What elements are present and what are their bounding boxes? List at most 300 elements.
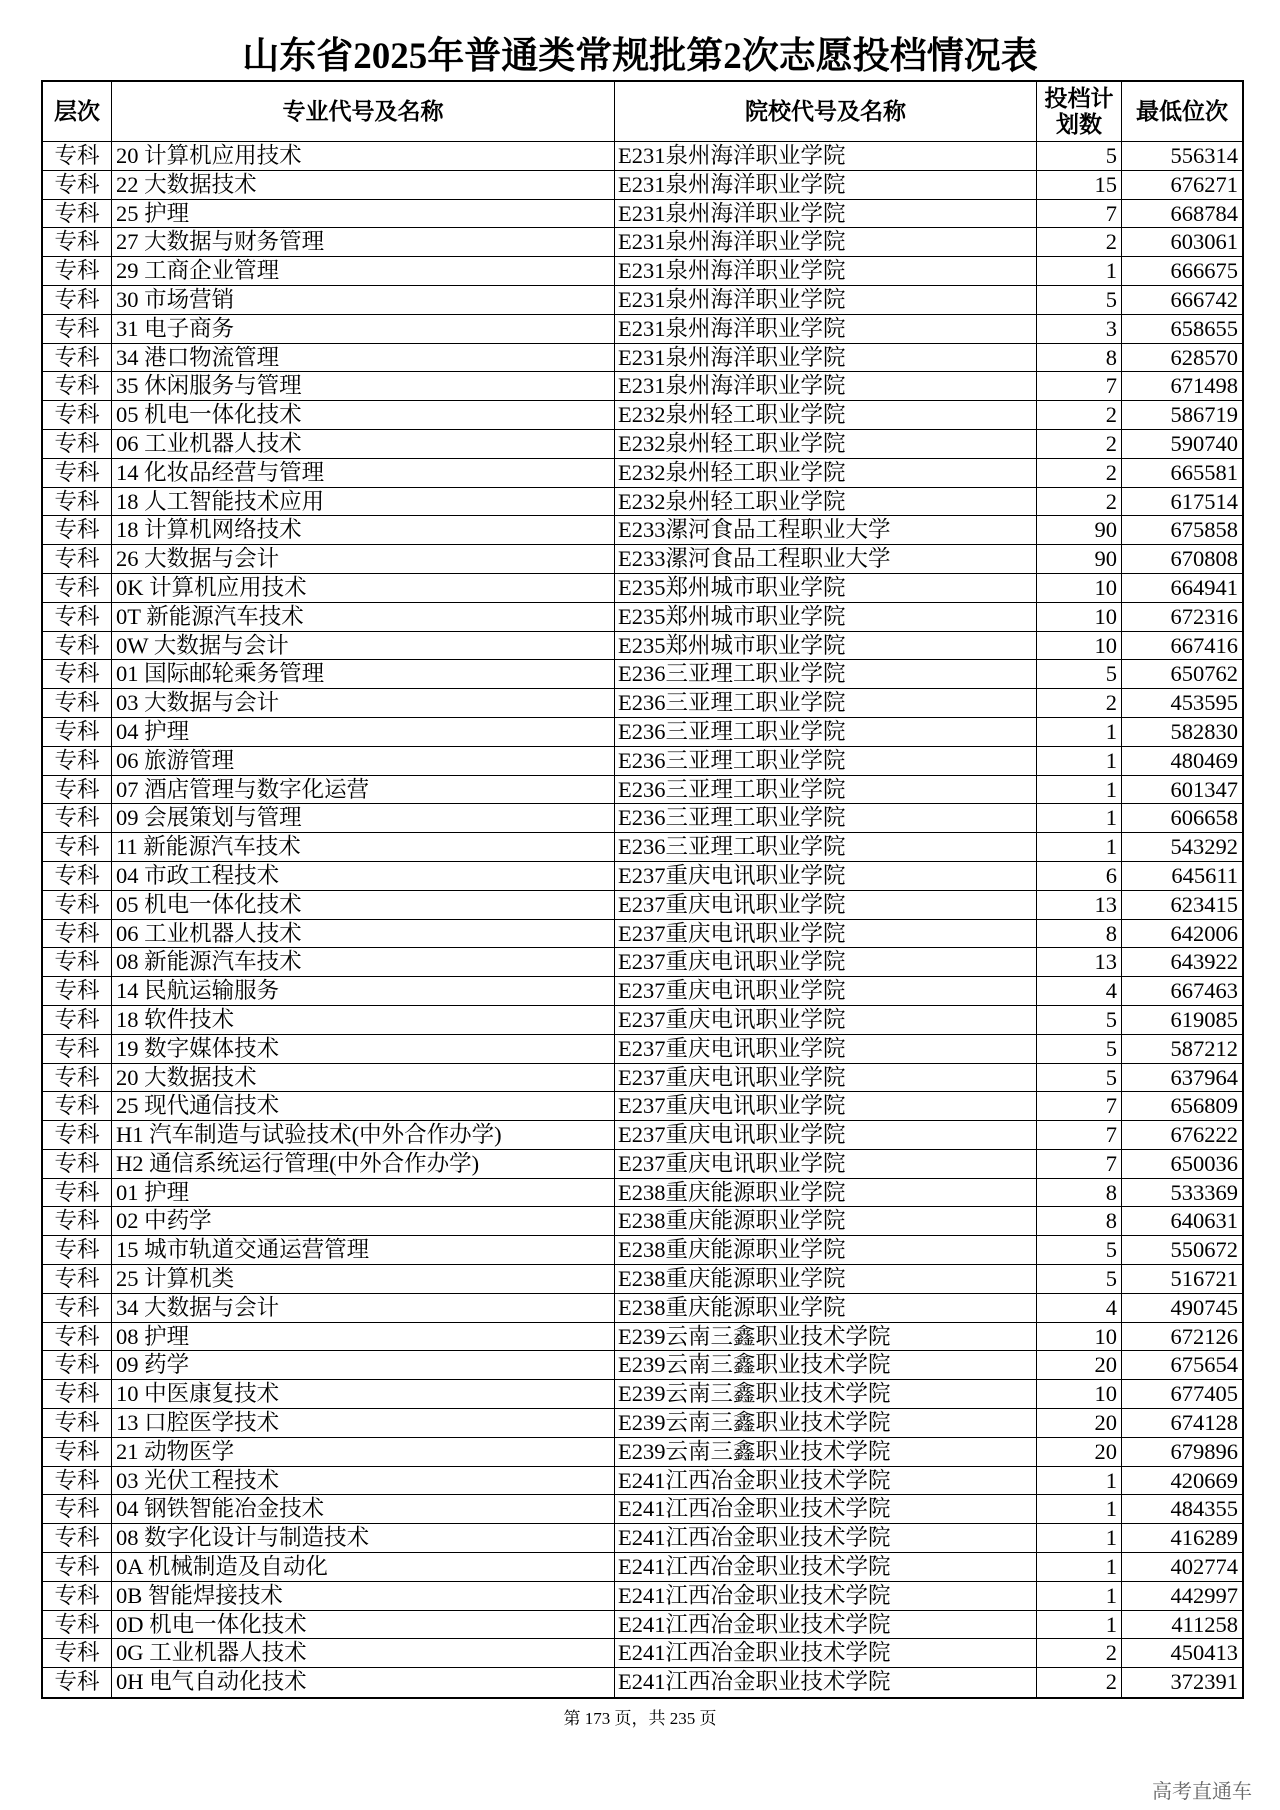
school-cell: E241江西冶金职业技术学院 <box>615 1495 1037 1524</box>
header-level-label: 层次 <box>54 98 100 124</box>
level-cell: 专科 <box>43 660 112 689</box>
plan-count-cell: 13 <box>1037 891 1122 920</box>
major-cell: 0D 机电一体化技术 <box>112 1611 615 1640</box>
major-cell: 0G 工业机器人技术 <box>112 1639 615 1668</box>
min-rank-cell: 550672 <box>1122 1236 1242 1265</box>
table-row <box>43 948 1242 977</box>
level-cell: 专科 <box>43 632 112 661</box>
min-rank-cell: 586719 <box>1122 401 1242 430</box>
school-cell: E232泉州轻工职业学院 <box>615 401 1037 430</box>
school-cell: E237重庆电讯职业学院 <box>615 1006 1037 1035</box>
level-cell: 专科 <box>43 171 112 200</box>
plan-count-cell: 5 <box>1037 1236 1122 1265</box>
major-cell: 07 酒店管理与数字化运营 <box>112 776 615 805</box>
major-cell: 06 工业机器人技术 <box>112 430 615 459</box>
plan-count-cell: 7 <box>1037 1092 1122 1121</box>
table-row <box>43 1611 1242 1640</box>
table-row <box>43 1092 1242 1121</box>
table-row <box>43 1294 1242 1323</box>
major-cell: 02 中药学 <box>112 1207 615 1236</box>
plan-count-cell: 20 <box>1037 1409 1122 1438</box>
level-cell: 专科 <box>43 1265 112 1294</box>
min-rank-cell: 556314 <box>1122 142 1242 171</box>
level-cell: 专科 <box>43 804 112 833</box>
school-cell: E233漯河食品工程职业大学 <box>615 516 1037 545</box>
min-rank-cell: 664941 <box>1122 574 1242 603</box>
min-rank-cell: 416289 <box>1122 1524 1242 1553</box>
school-cell: E237重庆电讯职业学院 <box>615 977 1037 1006</box>
min-rank-cell: 671498 <box>1122 372 1242 401</box>
school-cell: E237重庆电讯职业学院 <box>615 1121 1037 1150</box>
min-rank-cell: 582830 <box>1122 718 1242 747</box>
table-row <box>43 891 1242 920</box>
major-cell: 0B 智能焊接技术 <box>112 1582 615 1611</box>
level-cell: 专科 <box>43 315 112 344</box>
school-cell: E235郑州城市职业学院 <box>615 603 1037 632</box>
level-cell: 专科 <box>43 718 112 747</box>
major-cell: 25 护理 <box>112 200 615 229</box>
major-cell: 30 市场营销 <box>112 286 615 315</box>
table-row <box>43 228 1242 257</box>
school-cell: E233漯河食品工程职业大学 <box>615 545 1037 574</box>
min-rank-cell: 679896 <box>1122 1438 1242 1467</box>
header-major <box>112 82 615 142</box>
major-cell: 06 旅游管理 <box>112 747 615 776</box>
table-row <box>43 1467 1242 1496</box>
min-rank-cell: 665581 <box>1122 459 1242 488</box>
min-rank-cell: 617514 <box>1122 488 1242 517</box>
level-cell: 专科 <box>43 977 112 1006</box>
table-row <box>43 286 1242 315</box>
min-rank-cell: 667463 <box>1122 977 1242 1006</box>
plan-count-cell: 10 <box>1037 574 1122 603</box>
level-cell: 专科 <box>43 1006 112 1035</box>
min-rank-cell: 603061 <box>1122 228 1242 257</box>
level-cell: 专科 <box>43 488 112 517</box>
level-cell: 专科 <box>43 1553 112 1582</box>
table-row <box>43 862 1242 891</box>
plan-count-cell: 20 <box>1037 1351 1122 1380</box>
major-cell: 18 计算机网络技术 <box>112 516 615 545</box>
table-row <box>43 776 1242 805</box>
table-row <box>43 747 1242 776</box>
level-cell: 专科 <box>43 948 112 977</box>
min-rank-cell: 402774 <box>1122 1553 1242 1582</box>
min-rank-cell: 453595 <box>1122 689 1242 718</box>
school-cell: E237重庆电讯职业学院 <box>615 1150 1037 1179</box>
table-row <box>43 632 1242 661</box>
major-cell: 08 新能源汽车技术 <box>112 948 615 977</box>
plan-count-cell: 1 <box>1037 1495 1122 1524</box>
major-cell: 08 护理 <box>112 1323 615 1352</box>
level-cell: 专科 <box>43 1064 112 1093</box>
table-row <box>43 1121 1242 1150</box>
level-cell: 专科 <box>43 228 112 257</box>
level-cell: 专科 <box>43 1467 112 1496</box>
level-cell: 专科 <box>43 747 112 776</box>
level-cell: 专科 <box>43 545 112 574</box>
table-row <box>43 1582 1242 1611</box>
major-cell: 0H 电气自动化技术 <box>112 1668 615 1697</box>
major-cell: 27 大数据与财务管理 <box>112 228 615 257</box>
level-cell: 专科 <box>43 1236 112 1265</box>
major-cell: 08 数字化设计与制造技术 <box>112 1524 615 1553</box>
level-cell: 专科 <box>43 344 112 373</box>
table-row <box>43 372 1242 401</box>
table-row <box>43 1265 1242 1294</box>
plan-count-cell: 5 <box>1037 142 1122 171</box>
table-row <box>43 1064 1242 1093</box>
page-number: 第 173 页，共 235 页 <box>563 1709 717 1728</box>
plan-count-cell: 2 <box>1037 430 1122 459</box>
min-rank-cell: 672126 <box>1122 1323 1242 1352</box>
major-cell: 13 口腔医学技术 <box>112 1409 615 1438</box>
level-cell: 专科 <box>43 1294 112 1323</box>
major-cell: 34 大数据与会计 <box>112 1294 615 1323</box>
header-school-label: 院校代号及名称 <box>745 98 906 124</box>
major-cell: 0K 计算机应用技术 <box>112 574 615 603</box>
table-row <box>43 142 1242 171</box>
plan-count-cell: 10 <box>1037 632 1122 661</box>
major-cell: 03 大数据与会计 <box>112 689 615 718</box>
min-rank-cell: 666675 <box>1122 257 1242 286</box>
level-cell: 专科 <box>43 833 112 862</box>
table-row <box>43 804 1242 833</box>
school-cell: E236三亚理工职业学院 <box>615 718 1037 747</box>
plan-count-cell: 7 <box>1037 372 1122 401</box>
table-row <box>43 1236 1242 1265</box>
table-row <box>43 200 1242 229</box>
plan-count-cell: 10 <box>1037 1323 1122 1352</box>
plan-count-cell: 1 <box>1037 1553 1122 1582</box>
plan-count-cell: 2 <box>1037 228 1122 257</box>
min-rank-cell: 670808 <box>1122 545 1242 574</box>
plan-count-cell: 7 <box>1037 1121 1122 1150</box>
min-rank-cell: 484355 <box>1122 1495 1242 1524</box>
plan-count-cell: 7 <box>1037 1150 1122 1179</box>
watermark: 高考直通车 <box>1152 1779 1252 1803</box>
school-cell: E232泉州轻工职业学院 <box>615 459 1037 488</box>
school-cell: E231泉州海洋职业学院 <box>615 200 1037 229</box>
plan-count-cell: 5 <box>1037 1265 1122 1294</box>
plan-count-cell: 4 <box>1037 1294 1122 1323</box>
level-cell: 专科 <box>43 862 112 891</box>
plan-count-cell: 2 <box>1037 1668 1122 1697</box>
min-rank-cell: 619085 <box>1122 1006 1242 1035</box>
level-cell: 专科 <box>43 401 112 430</box>
school-cell: E237重庆电讯职业学院 <box>615 920 1037 949</box>
plan-count-cell: 2 <box>1037 401 1122 430</box>
level-cell: 专科 <box>43 574 112 603</box>
plan-count-cell: 1 <box>1037 804 1122 833</box>
min-rank-cell: 672316 <box>1122 603 1242 632</box>
level-cell: 专科 <box>43 1179 112 1208</box>
min-rank-cell: 650762 <box>1122 660 1242 689</box>
level-cell: 专科 <box>43 516 112 545</box>
table-row <box>43 1668 1242 1697</box>
plan-count-cell: 1 <box>1037 1582 1122 1611</box>
min-rank-cell: 442997 <box>1122 1582 1242 1611</box>
major-cell: 0W 大数据与会计 <box>112 632 615 661</box>
header-major-label: 专业代号及名称 <box>282 98 444 124</box>
major-cell: 14 民航运输服务 <box>112 977 615 1006</box>
plan-count-cell: 1 <box>1037 1467 1122 1496</box>
plan-count-cell: 2 <box>1037 459 1122 488</box>
level-cell: 专科 <box>43 200 112 229</box>
plan-count-cell: 1 <box>1037 833 1122 862</box>
min-rank-cell: 606658 <box>1122 804 1242 833</box>
school-cell: E238重庆能源职业学院 <box>615 1207 1037 1236</box>
plan-count-cell: 5 <box>1037 1035 1122 1064</box>
min-rank-cell: 650036 <box>1122 1150 1242 1179</box>
header-plan-count-line2: 划数 <box>1056 111 1102 137</box>
table-row <box>43 689 1242 718</box>
level-cell: 专科 <box>43 257 112 286</box>
min-rank-cell: 587212 <box>1122 1035 1242 1064</box>
table-body <box>43 142 1242 1697</box>
major-cell: H2 通信系统运行管理(中外合作办学) <box>112 1150 615 1179</box>
level-cell: 专科 <box>43 1611 112 1640</box>
school-cell: E237重庆电讯职业学院 <box>615 891 1037 920</box>
min-rank-cell: 642006 <box>1122 920 1242 949</box>
school-cell: E238重庆能源职业学院 <box>615 1265 1037 1294</box>
table-row <box>43 1438 1242 1467</box>
plan-count-cell: 1 <box>1037 257 1122 286</box>
school-cell: E232泉州轻工职业学院 <box>615 488 1037 517</box>
level-cell: 专科 <box>43 1438 112 1467</box>
min-rank-cell: 676222 <box>1122 1121 1242 1150</box>
table-row <box>43 516 1242 545</box>
table-row <box>43 344 1242 373</box>
plan-count-cell: 2 <box>1037 488 1122 517</box>
plan-count-cell: 10 <box>1037 603 1122 632</box>
level-cell: 专科 <box>43 689 112 718</box>
min-rank-cell: 674128 <box>1122 1409 1242 1438</box>
level-cell: 专科 <box>43 891 112 920</box>
min-rank-cell: 623415 <box>1122 891 1242 920</box>
major-cell: 20 计算机应用技术 <box>112 142 615 171</box>
school-cell: E239云南三鑫职业技术学院 <box>615 1351 1037 1380</box>
header-plan-count <box>1037 82 1122 142</box>
plan-count-cell: 8 <box>1037 1207 1122 1236</box>
level-cell: 专科 <box>43 1524 112 1553</box>
school-cell: E236三亚理工职业学院 <box>615 747 1037 776</box>
major-cell: 04 护理 <box>112 718 615 747</box>
school-cell: E237重庆电讯职业学院 <box>615 1092 1037 1121</box>
school-cell: E239云南三鑫职业技术学院 <box>615 1380 1037 1409</box>
school-cell: E231泉州海洋职业学院 <box>615 228 1037 257</box>
plan-count-cell: 10 <box>1037 1380 1122 1409</box>
level-cell: 专科 <box>43 603 112 632</box>
school-cell: E235郑州城市职业学院 <box>615 574 1037 603</box>
major-cell: 03 光伏工程技术 <box>112 1467 615 1496</box>
school-cell: E239云南三鑫职业技术学院 <box>615 1323 1037 1352</box>
school-cell: E237重庆电讯职业学院 <box>615 862 1037 891</box>
major-cell: 25 现代通信技术 <box>112 1092 615 1121</box>
plan-count-cell: 1 <box>1037 1524 1122 1553</box>
min-rank-cell: 628570 <box>1122 344 1242 373</box>
major-cell: 01 国际邮轮乘务管理 <box>112 660 615 689</box>
school-cell: E238重庆能源职业学院 <box>615 1236 1037 1265</box>
plan-count-cell: 3 <box>1037 315 1122 344</box>
table-row <box>43 1207 1242 1236</box>
level-cell: 专科 <box>43 286 112 315</box>
major-cell: 15 城市轨道交通运营管理 <box>112 1236 615 1265</box>
level-cell: 专科 <box>43 1668 112 1697</box>
header-school <box>615 82 1037 142</box>
plan-count-cell: 8 <box>1037 344 1122 373</box>
plan-count-cell: 13 <box>1037 948 1122 977</box>
level-cell: 专科 <box>43 776 112 805</box>
level-cell: 专科 <box>43 1150 112 1179</box>
min-rank-cell: 658655 <box>1122 315 1242 344</box>
min-rank-cell: 643922 <box>1122 948 1242 977</box>
plan-count-cell: 1 <box>1037 718 1122 747</box>
table-row <box>43 257 1242 286</box>
min-rank-cell: 666742 <box>1122 286 1242 315</box>
plan-count-cell: 5 <box>1037 1006 1122 1035</box>
table-row <box>43 920 1242 949</box>
level-cell: 专科 <box>43 1207 112 1236</box>
major-cell: 14 化妆品经营与管理 <box>112 459 615 488</box>
major-cell: 01 护理 <box>112 1179 615 1208</box>
min-rank-cell: 676271 <box>1122 171 1242 200</box>
table-row <box>43 1553 1242 1582</box>
min-rank-cell: 637964 <box>1122 1064 1242 1093</box>
major-cell: 34 港口物流管理 <box>112 344 615 373</box>
level-cell: 专科 <box>43 1380 112 1409</box>
major-cell: 05 机电一体化技术 <box>112 891 615 920</box>
header-min-rank-label: 最低位次 <box>1136 98 1228 124</box>
min-rank-cell: 668784 <box>1122 200 1242 229</box>
table-row <box>43 171 1242 200</box>
table-row <box>43 603 1242 632</box>
level-cell: 专科 <box>43 459 112 488</box>
school-cell: E231泉州海洋职业学院 <box>615 344 1037 373</box>
table-header-row <box>43 82 1242 142</box>
major-cell: 06 工业机器人技术 <box>112 920 615 949</box>
min-rank-cell: 675654 <box>1122 1351 1242 1380</box>
table-row <box>43 1409 1242 1438</box>
major-cell: 0A 机械制造及自动化 <box>112 1553 615 1582</box>
major-cell: 29 工商企业管理 <box>112 257 615 286</box>
table-row <box>43 488 1242 517</box>
min-rank-cell: 677405 <box>1122 1380 1242 1409</box>
major-cell: 10 中医康复技术 <box>112 1380 615 1409</box>
min-rank-cell: 420669 <box>1122 1467 1242 1496</box>
major-cell: 09 药学 <box>112 1351 615 1380</box>
school-cell: E241江西冶金职业技术学院 <box>615 1668 1037 1697</box>
level-cell: 专科 <box>43 1092 112 1121</box>
min-rank-cell: 675858 <box>1122 516 1242 545</box>
table-row <box>43 660 1242 689</box>
min-rank-cell: 533369 <box>1122 1179 1242 1208</box>
major-cell: 11 新能源汽车技术 <box>112 833 615 862</box>
min-rank-cell: 490745 <box>1122 1294 1242 1323</box>
school-cell: E231泉州海洋职业学院 <box>615 142 1037 171</box>
level-cell: 专科 <box>43 142 112 171</box>
school-cell: E241江西冶金职业技术学院 <box>615 1639 1037 1668</box>
table-row <box>43 1150 1242 1179</box>
min-rank-cell: 480469 <box>1122 747 1242 776</box>
level-cell: 专科 <box>43 1323 112 1352</box>
min-rank-cell: 656809 <box>1122 1092 1242 1121</box>
plan-count-cell: 4 <box>1037 977 1122 1006</box>
school-cell: E231泉州海洋职业学院 <box>615 372 1037 401</box>
header-level <box>43 82 112 142</box>
min-rank-cell: 372391 <box>1170 1669 1238 1695</box>
admission-table <box>41 80 1244 1699</box>
school-cell: E238重庆能源职业学院 <box>615 1179 1037 1208</box>
table-row <box>43 833 1242 862</box>
major-cell: H1 汽车制造与试验技术(中外合作办学) <box>112 1121 615 1150</box>
min-rank-cell: 516721 <box>1122 1265 1242 1294</box>
school-cell: E231泉州海洋职业学院 <box>615 315 1037 344</box>
level-cell: 专科 <box>43 1121 112 1150</box>
min-rank-cell: 667416 <box>1122 632 1242 661</box>
major-cell: 05 机电一体化技术 <box>112 401 615 430</box>
major-cell: 0T 新能源汽车技术 <box>112 603 615 632</box>
plan-count-cell: 90 <box>1037 545 1122 574</box>
min-rank-cell: 640631 <box>1122 1207 1242 1236</box>
plan-count-cell: 5 <box>1037 286 1122 315</box>
level-cell: 专科 <box>43 1495 112 1524</box>
level-cell: 专科 <box>43 1582 112 1611</box>
school-cell: E231泉州海洋职业学院 <box>615 257 1037 286</box>
table-row <box>43 1035 1242 1064</box>
major-cell: 18 软件技术 <box>112 1006 615 1035</box>
min-rank-cell: 450413 <box>1122 1639 1242 1668</box>
plan-count-cell: 8 <box>1037 920 1122 949</box>
school-cell: E231泉州海洋职业学院 <box>615 171 1037 200</box>
plan-count-cell: 1 <box>1037 747 1122 776</box>
table-row <box>43 718 1242 747</box>
major-cell: 21 动物医学 <box>112 1438 615 1467</box>
table-row <box>43 459 1242 488</box>
level-cell: 专科 <box>43 920 112 949</box>
header-min-rank <box>1122 82 1242 142</box>
school-cell: E241江西冶金职业技术学院 <box>615 1467 1037 1496</box>
min-rank-cell: 645611 <box>1122 862 1242 891</box>
level-cell: 专科 <box>43 1639 112 1668</box>
school-cell: E236三亚理工职业学院 <box>615 660 1037 689</box>
min-rank-cell: 543292 <box>1122 833 1242 862</box>
table-row <box>43 1524 1242 1553</box>
plan-count-cell: 8 <box>1037 1179 1122 1208</box>
school-cell: E232泉州轻工职业学院 <box>615 430 1037 459</box>
table-row <box>43 1351 1242 1380</box>
plan-count-cell: 2 <box>1037 1639 1122 1668</box>
school-cell: E231泉州海洋职业学院 <box>615 286 1037 315</box>
header-plan-count-line1: 投档计 <box>1044 85 1114 111</box>
major-cell: 04 市政工程技术 <box>112 862 615 891</box>
plan-count-cell: 1 <box>1037 1611 1122 1640</box>
level-cell: 专科 <box>43 1409 112 1438</box>
table-row <box>43 1006 1242 1035</box>
table-row <box>43 1179 1242 1208</box>
major-cell: 09 会展策划与管理 <box>112 804 615 833</box>
table-row <box>43 545 1242 574</box>
plan-count-cell: 6 <box>1037 862 1122 891</box>
major-cell: 18 人工智能技术应用 <box>112 488 615 517</box>
school-cell: E236三亚理工职业学院 <box>615 833 1037 862</box>
table-row <box>43 1639 1242 1668</box>
table-row <box>43 315 1242 344</box>
table-row <box>43 1323 1242 1352</box>
table-row <box>43 430 1242 459</box>
school-cell: E236三亚理工职业学院 <box>615 689 1037 718</box>
school-cell: E237重庆电讯职业学院 <box>615 1035 1037 1064</box>
